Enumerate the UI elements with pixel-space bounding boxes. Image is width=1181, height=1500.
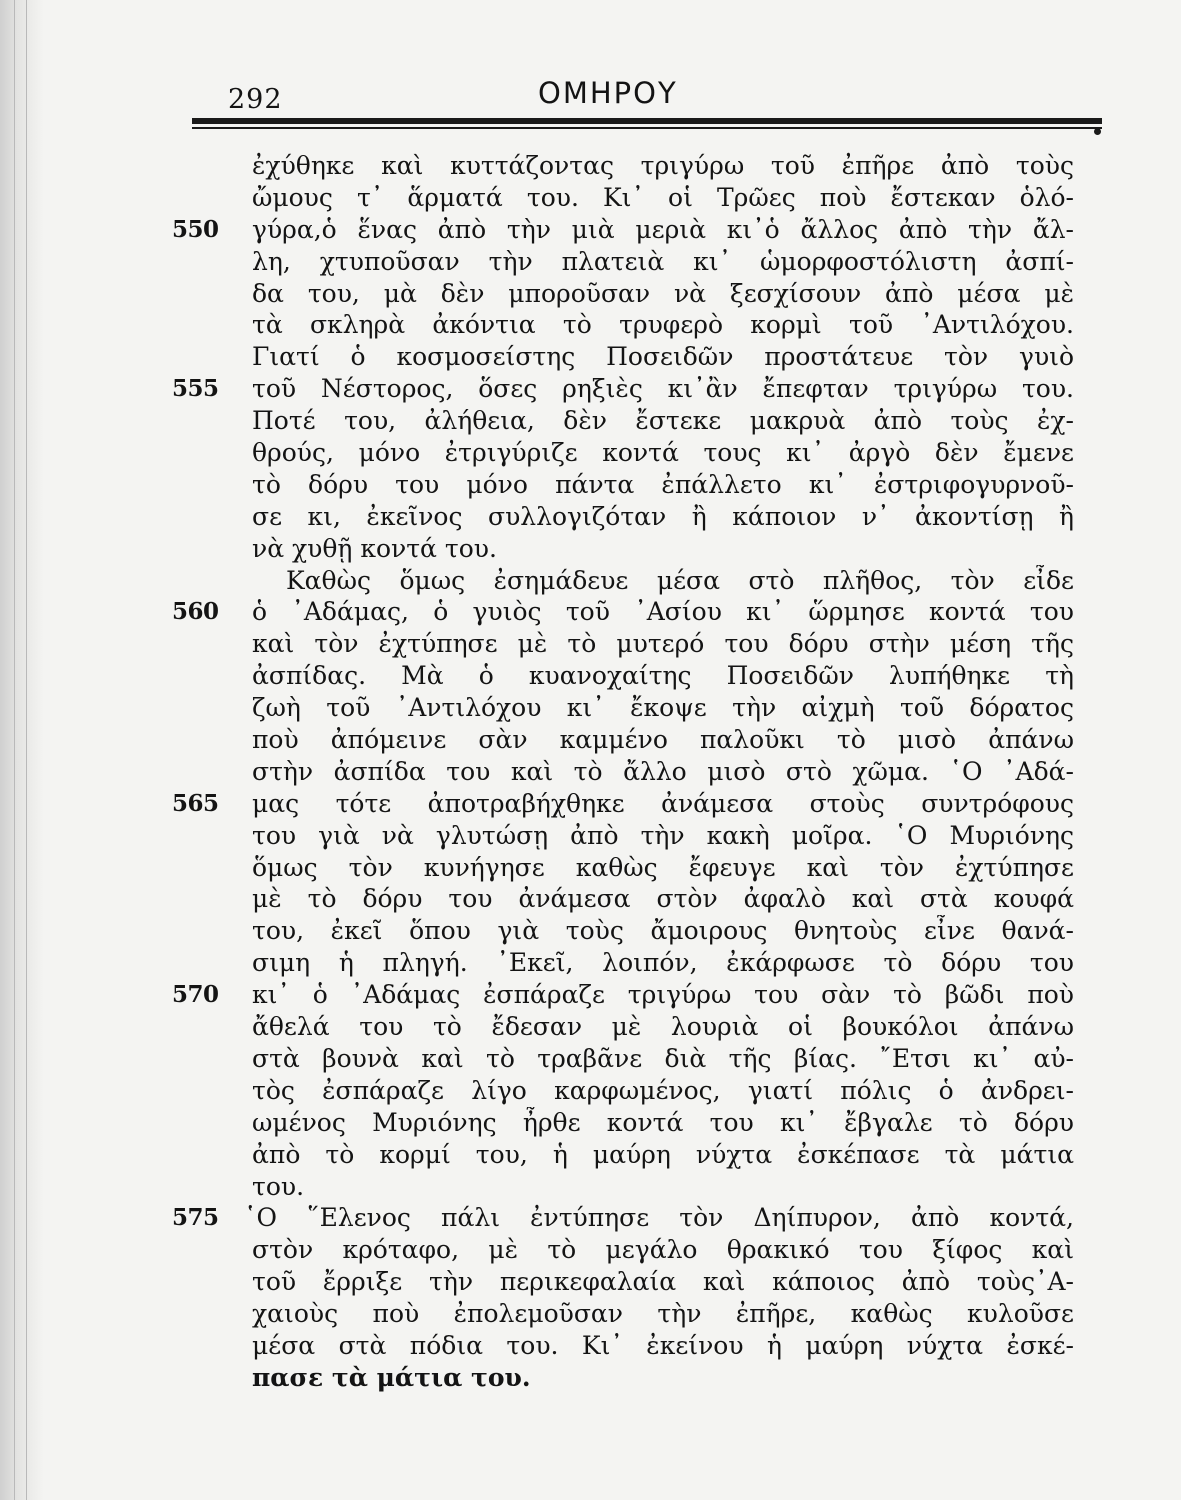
text-line — [0, 1075, 1181, 1107]
running-title: ΟΜΗΡΟΥ — [538, 76, 678, 110]
text-line-content: χαιοὺς ποὺ ἐπολεμοῦσαν τὴν ἐπῆρε, καθὼς κυλοῦσε — [252, 1299, 1074, 1329]
page-number: 292 — [228, 84, 283, 115]
text-line-content: ὅμως τὸν κυνήγησε καθὼς ἔφευγε καὶ τὸν ἐχτύπησε — [252, 852, 1074, 882]
text-line-content: κι᾽ ὁ ᾽Αδάμας ἐσπάραζε τριγύρω του σὰν τὸ βῶδι ποὺ — [252, 980, 1074, 1010]
text-line — [0, 947, 1181, 979]
text-line-content: σε κι, ἐκεῖνος συλλογιζόταν ἢ κάποιον ν᾽ ἀκοντίσῃ ἢ — [252, 501, 1074, 531]
header-rule-thin — [192, 127, 1102, 129]
text-line — [0, 246, 1181, 278]
text-line-content: τὸς ἐσπάραζε λίγο καρφωμένος, γιατί πόλις ὁ ἀνδρει- — [252, 1075, 1074, 1105]
text-line — [0, 1362, 1181, 1394]
text-line-content: λη, χτυποῦσαν τὴν πλατειὰ κι᾽ ὡμορφοστόλιστη ἀσπί- — [252, 246, 1074, 276]
text-line — [0, 1202, 1181, 1234]
text-line — [0, 820, 1181, 852]
text-line-content: ωμένος Μυριόνης ἦρθε κοντά του κι᾽ ἔβγαλε τὸ δόρυ — [252, 1107, 1074, 1137]
text-line — [0, 150, 1181, 182]
text-line — [0, 278, 1181, 310]
text-line-content: σιμη ἡ πληγή. ᾽Εκεῖ, λοιπόν, ἐκάρφωσε τὸ δόρυ του — [252, 948, 1074, 978]
text-line-content: τὰ σκληρὰ ἀκόντια τὸ τρυφερὸ κορμὶ τοῦ ᾽Αντιλόχου. — [252, 310, 1074, 340]
text-line-content: ἐχύθηκε καὶ κυττάζοντας τριγύρω τοῦ ἐπῆρε ἀπὸ τοὺς — [252, 151, 1074, 180]
text-line — [0, 341, 1181, 373]
text-line-content: ἀπὸ τὸ κορμί του, ἡ μαύρη νύχτα ἐσκέπασε τὰ μάτια — [252, 1139, 1074, 1169]
text-line-content: στὴν ἀσπίδα του καὶ τὸ ἄλλο μισὸ στὸ χῶμα. ῾Ο ᾽Αδά- — [252, 756, 1074, 786]
text-line-content: του, ἐκεῖ ὅπου γιὰ τοὺς ἄμοιρους θνητοὺς εἶνε θανά- — [252, 916, 1074, 946]
verse-line-number: 575 — [172, 1204, 219, 1232]
text-line-content: ἄθελά του τὸ ἔδεσαν μὲ λουριὰ οἱ βουκόλοι ἀπάνω — [252, 1012, 1074, 1042]
text-line-content: Ποτέ του, ἀλήθεια, δὲν ἔστεκε μακρυὰ ἀπὸ τοὺς ἐχ- — [252, 406, 1074, 436]
text-line-content: ὤμους τ᾽ ἅρματά του. Κι᾽ οἱ Τρῶες ποὺ ἔστεκαν ὁλό- — [252, 182, 1074, 212]
text-line-content: ὁ ᾽Αδάμας, ὁ γυιὸς τοῦ ᾽Ασίου κι᾽ ὥρμησε κοντά του — [252, 597, 1074, 627]
text-line — [0, 1298, 1181, 1330]
text-line — [0, 628, 1181, 660]
text-line — [0, 596, 1181, 628]
page-header — [222, 68, 1102, 114]
text-line — [0, 915, 1181, 947]
text-line-content: στὸν κρόταφο, μὲ τὸ μεγάλο θρακικό του ξίφος καὶ — [252, 1235, 1074, 1265]
text-line-content: γύρα,ὁ ἕνας ἀπὸ τὴν μιὰ μεριὰ κι᾽ὁ ἄλλος ἀπὸ τὴν ἄλ- — [252, 214, 1074, 244]
text-line-content: θρούς, μόνο ἐτριγύριζε κοντά τους κι᾽ ἀργὸ δὲν ἔμενε — [252, 438, 1074, 468]
verse-line-number: 555 — [172, 375, 219, 403]
text-line — [0, 1171, 1181, 1203]
text-line — [0, 979, 1181, 1011]
text-line — [0, 692, 1181, 724]
text-line — [0, 437, 1181, 469]
text-line — [0, 1043, 1181, 1075]
text-line — [0, 469, 1181, 501]
text-line-content: ζωὴ τοῦ ᾽Αντιλόχου κι᾽ ἔκοψε τὴν αἰχμὴ τοῦ δόρατος — [252, 693, 1074, 723]
text-line — [0, 1234, 1181, 1266]
text-line-content: ἀσπίδας. Μὰ ὁ κυανοχαίτης Ποσειδῶν λυπήθηκε τὴ — [252, 661, 1074, 691]
text-line — [0, 1107, 1181, 1139]
text-line-content: του. — [252, 1171, 305, 1201]
text-line — [0, 756, 1181, 788]
header-rule — [192, 118, 1102, 124]
text-line — [0, 309, 1181, 341]
text-line — [0, 1330, 1181, 1362]
text-line — [0, 565, 1181, 597]
text-line — [0, 788, 1181, 820]
text-line — [0, 724, 1181, 756]
text-line-content: τοῦ ἔρριξε τὴν περικεφαλαία καὶ κάποιος ἀπὸ τοὺς᾽Α- — [252, 1267, 1074, 1297]
text-line-content: Καθὼς ὅμως ἐσημάδευε μέσα στὸ πλῆθος, τὸν εἶδε — [286, 565, 1074, 595]
text-line — [0, 214, 1181, 246]
verse-line-number: 570 — [172, 981, 219, 1009]
text-line-content: ποὺ ἀπόμεινε σὰν καμμένο παλοῦκι τὸ μισὸ ἀπάνω — [252, 725, 1074, 755]
text-line-content: μὲ τὸ δόρυ του ἀνάμεσα στὸν ἀφαλὸ καὶ στὰ κουφά — [252, 884, 1074, 914]
text-line-content: δα του, μὰ δὲν μποροῦσαν νὰ ξεσχίσουν ἀπὸ μέσα μὲ — [252, 278, 1074, 308]
text-line — [0, 852, 1181, 884]
body-text — [0, 150, 1181, 1394]
text-line-content: τὸ δόρυ του μόνο πάντα ἐπάλλετο κι᾽ ἐστριφογυρνοῦ- — [252, 469, 1074, 499]
text-line — [0, 405, 1181, 437]
text-line — [0, 1139, 1181, 1171]
text-line — [0, 182, 1181, 214]
text-line — [0, 533, 1181, 565]
text-line — [0, 883, 1181, 915]
text-line-content: στὰ βουνὰ καὶ τὸ τραβᾶνε διὰ τῆς βίας. ῎Ετσι κι᾽ αὐ- — [252, 1043, 1074, 1073]
verse-line-number: 565 — [172, 789, 219, 817]
verse-line-number: 560 — [172, 598, 219, 626]
text-line — [0, 501, 1181, 533]
text-line-content: τοῦ Νέστορος, ὅσες ρηξιὲς κι᾽ἂν ἔπεφταν τριγύρω του. — [252, 374, 1074, 404]
text-line-content: του γιὰ νὰ γλυτώσῃ ἀπὸ τὴν κακὴ μοῖρα. ῾Ο Μυριόνης — [252, 820, 1074, 850]
text-line-content: μέσα στὰ πόδια του. Κι᾽ ἐκείνου ἡ μαύρη νύχτα ἐσκέ- — [252, 1330, 1074, 1360]
text-line — [0, 660, 1181, 692]
verse-line-number: 550 — [172, 215, 219, 243]
text-line — [0, 1011, 1181, 1043]
text-line-content: ῾Ο ῞Ελενος πάλι ἐντύπησε τὸν Δηίπυρον, ἀπὸ κοντά, — [244, 1203, 1074, 1233]
header-rule-dot — [1094, 128, 1101, 135]
text-line — [0, 1266, 1181, 1298]
text-line — [0, 373, 1181, 405]
text-line-content: πασε τὰ μάτια του. — [252, 1362, 531, 1392]
text-line-content: μας τότε ἀποτραβήχθηκε ἀνάμεσα στοὺς συντρόφους — [252, 788, 1074, 818]
text-line-content: Γιατί ὁ κοσμοσείστης Ποσειδῶν προστάτευε τὸν γυιὸ — [252, 342, 1074, 372]
text-line-content: νὰ χυθῇ κοντά του. — [252, 533, 497, 563]
text-line-content: καὶ τὸν ἐχτύπησε μὲ τὸ μυτερό του δόρυ στὴν μέση τῆς — [252, 629, 1074, 659]
